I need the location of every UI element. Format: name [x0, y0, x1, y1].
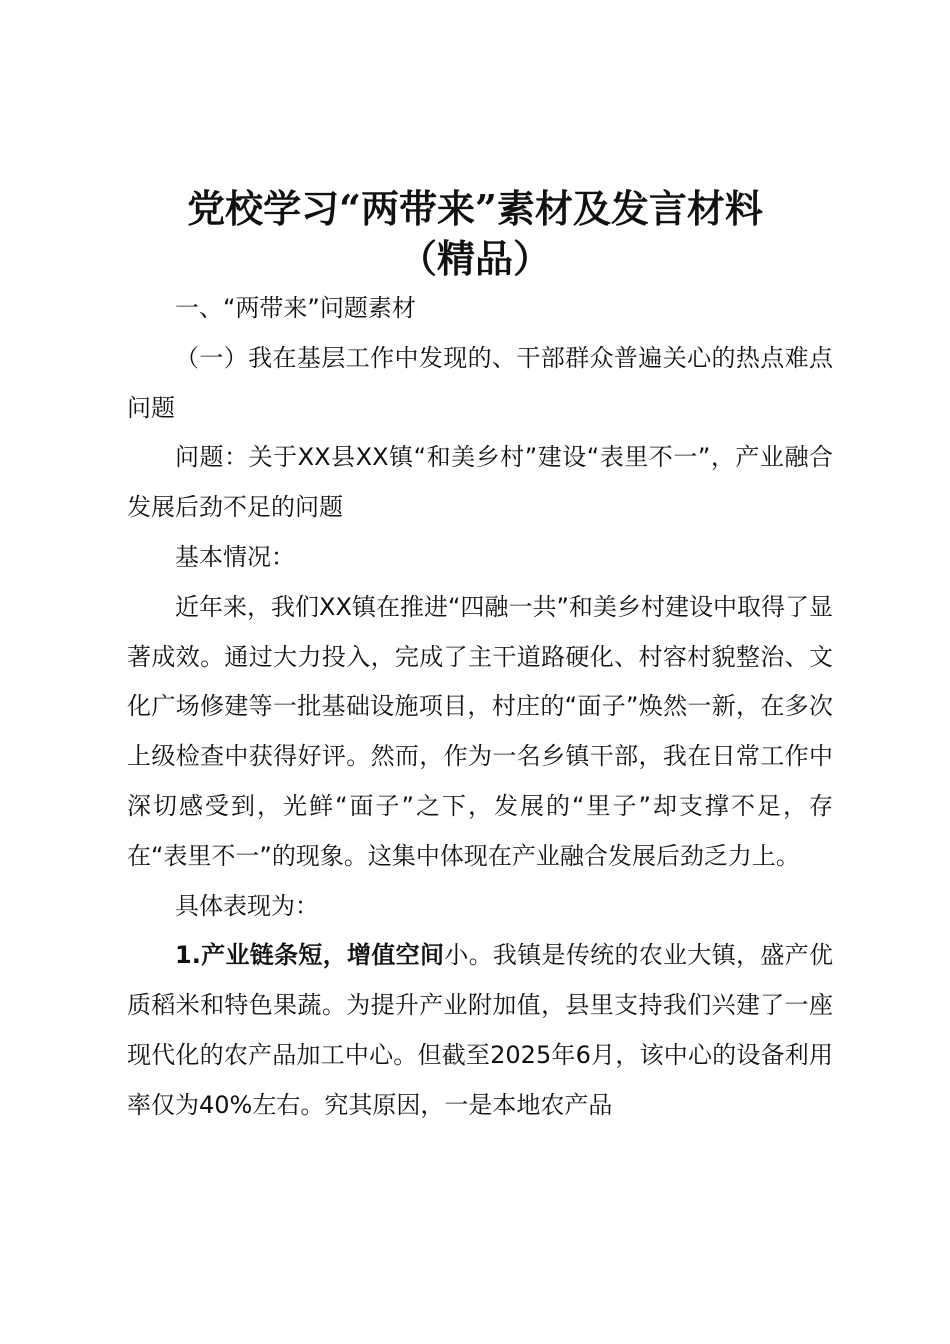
section-heading: 一、“两带来”问题素材: [175, 294, 416, 322]
document-title-line2: （精品）: [398, 236, 551, 281]
point-1-heading: 1.产业链条短，增值空间: [175, 941, 445, 970]
subsection-heading: （一）我在基层工作中发现的、干部群众普遍关心的热点难点问题: [127, 343, 833, 422]
specific-performance-label: 具体表现为：: [175, 891, 319, 920]
point-1-paragraph: [127, 931, 833, 1130]
basic-situation-paragraph: 近年来，我们XX镇在推进“四融一共”和美乡村建设中取得了显著成效。通过大力投入，完成了主干道路硬化、村容村貌整治、文化广场修建等一批基础设施项目，村庄的“面子”焕然一新，在多次上级检查中获得好评。然而，作为一名乡镇干部，我在日常工作中深切感受到，光鲜“面子”之下，发展的“里子”却支撑不足，存在“表里不一”的现象。这集中体现在产业融合发展后劲乏力上。: [127, 592, 833, 870]
document-body: [127, 284, 833, 1131]
basic-situation-label: 基本情况：: [175, 542, 295, 571]
point-1-text: 小。我镇是传统的农业大镇，盛产优质稻米和特色果蔬。为提升产业附加值，县里支持我们兴建了一座现代化的农产品加工中心。但截至2025年6月，该中心的设备利用率仅为40%左右。究其原因，一是本地农产品: [127, 941, 833, 1119]
problem-statement: 问题：关于XX县XX镇“和美乡村”建设“表里不一”，产业融合发展后劲不足的问题: [127, 443, 833, 522]
document-title-line1: 党校学习“两带来”素材及发言材料: [187, 186, 763, 231]
